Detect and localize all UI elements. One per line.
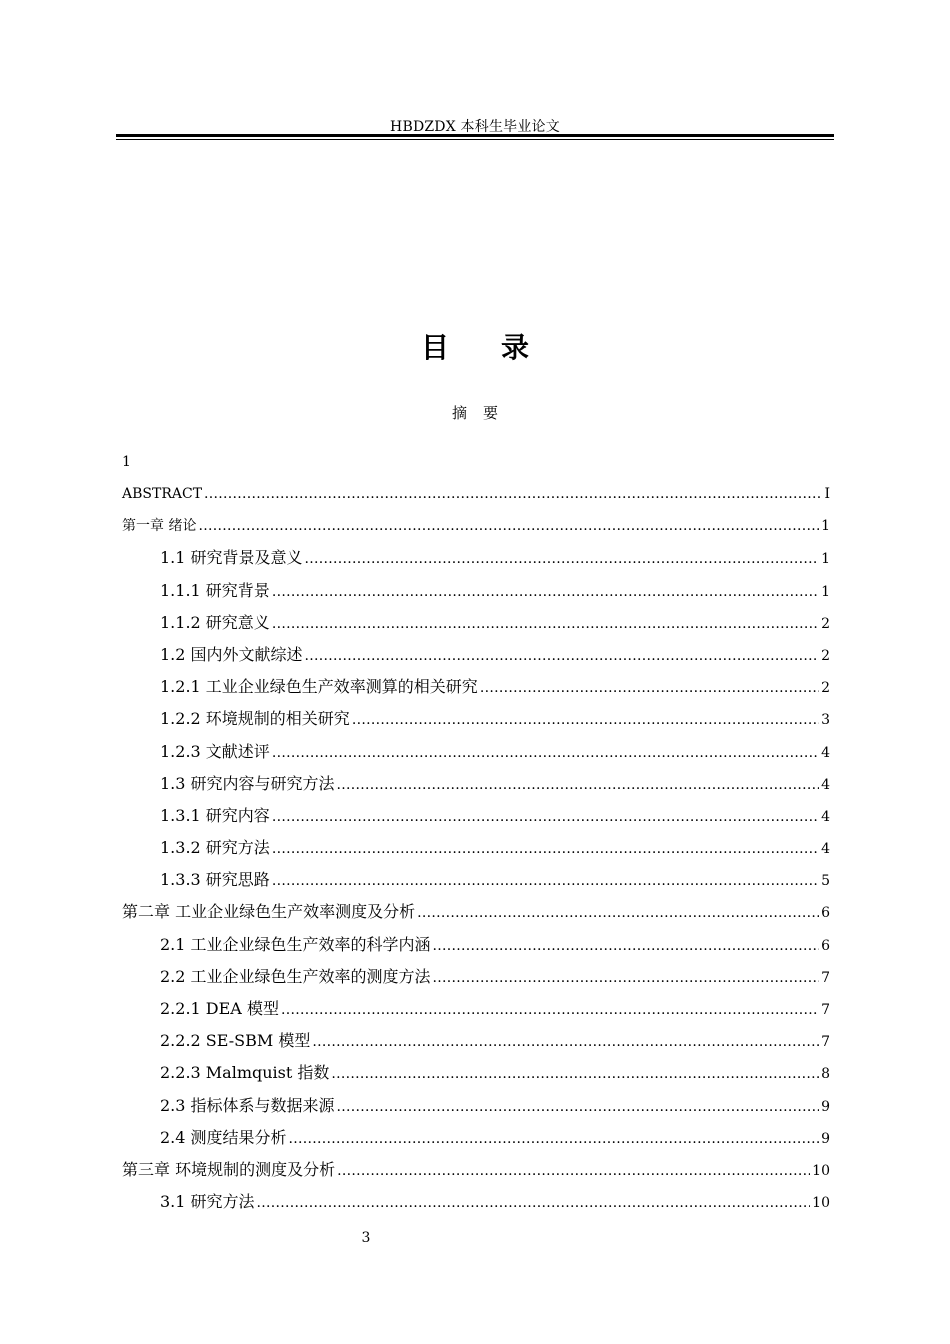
toc-leader-dots — [281, 994, 819, 1026]
toc-entry-label: 1.1.1 研究背景 — [160, 580, 270, 600]
toc-entry-label: 2.3 指标体系与数据来源 — [160, 1095, 335, 1115]
toc-entry-label: 1.2.3 文献述评 — [160, 741, 270, 761]
toc-leader-dots — [352, 704, 819, 736]
toc-title — [116, 326, 834, 366]
toc-entry-page: 9 — [821, 1098, 830, 1115]
toc-leader-dots — [305, 543, 820, 575]
toc-entry-2-1[interactable] — [122, 929, 830, 961]
toc-entry-1-2-2[interactable] — [122, 703, 830, 735]
toc-leader-dots — [272, 608, 819, 640]
toc-entry-1-1-1[interactable] — [122, 575, 830, 607]
toc-entry-page: 4 — [821, 776, 830, 793]
toc-leader-dots — [272, 737, 819, 769]
toc-leader-dots — [272, 576, 819, 608]
toc-entry-label: 2.2.2 SE-SBM 模型 — [160, 1031, 311, 1051]
toc-entry-label: 2.2 工业企业绿色生产效率的测度方法 — [160, 966, 431, 986]
toc-entry-page: 10 — [812, 1195, 830, 1212]
toc-entry-page: 7 — [821, 1034, 830, 1051]
toc-entry-label: 3.1 研究方法 — [160, 1192, 255, 1212]
toc-entry-3-1[interactable] — [122, 1186, 830, 1218]
toc-entry-page: 6 — [821, 937, 830, 954]
toc-entry-2-3[interactable] — [122, 1090, 830, 1122]
toc-title-char-1: 目 — [420, 331, 449, 364]
toc-entry-chapter-2[interactable] — [122, 896, 830, 928]
toc-entry-page: 2 — [821, 615, 830, 632]
toc-entry-label: 第一章 绪论 — [122, 518, 197, 535]
toc-entry-2-4[interactable] — [122, 1122, 830, 1154]
toc-leader-dots — [433, 930, 820, 962]
abstract-heading — [116, 402, 834, 423]
toc-entry-label: 2.4 测度结果分析 — [160, 1127, 287, 1147]
toc-entry-page: 4 — [821, 744, 830, 761]
page-number: 3 — [361, 1230, 371, 1246]
toc-entry-label: 2.1 工业企业绿色生产效率的科学内涵 — [160, 934, 431, 954]
toc-leader-dots — [433, 962, 820, 994]
toc-entry-chapter-3[interactable] — [122, 1154, 830, 1186]
toc-entry-1-1-2[interactable] — [122, 607, 830, 639]
toc-leader-dots — [417, 897, 819, 929]
toc-title-char-2: 录 — [501, 331, 530, 364]
toc-entry-1-3-3[interactable] — [122, 864, 830, 896]
toc-entry-page: 2 — [821, 680, 830, 697]
toc-leader-dots — [305, 640, 820, 672]
toc-leader-dots — [337, 1091, 820, 1123]
toc-entry-page: 1 — [821, 583, 830, 600]
toc-entry-1-3-2[interactable] — [122, 832, 830, 864]
toc-entry-page: 1 — [821, 518, 830, 535]
toc-entry-label: 1.2 国内外文献综述 — [160, 644, 303, 664]
toc-entry-label: 1.3.3 研究思路 — [160, 870, 270, 890]
header-rule — [116, 134, 834, 140]
toc-leader-dots — [204, 478, 822, 510]
toc-entry-1-2-1[interactable] — [122, 671, 830, 703]
abstract-heading-char-1: 摘 — [451, 404, 467, 422]
toc-leader-dots — [257, 1187, 811, 1219]
toc-leader-dots — [480, 672, 819, 704]
toc-entry-2-2[interactable] — [122, 961, 830, 993]
toc-entry-label: 1.3.1 研究内容 — [160, 805, 270, 825]
toc-entry-page: 4 — [821, 808, 830, 825]
toc-leader-dots — [272, 833, 819, 865]
toc-entry-label: 1.2.2 环境规制的相关研究 — [160, 709, 350, 729]
toc-entry-page: 7 — [821, 1002, 830, 1018]
toc-entry-chapter-1[interactable] — [122, 510, 830, 542]
toc-entry-page: 10 — [812, 1162, 830, 1179]
toc-leader-dots — [198, 510, 819, 542]
toc-entry-page: 8 — [821, 1066, 830, 1083]
toc-entry-page: 3 — [821, 712, 830, 729]
toc-entry-label: ABSTRACT — [122, 486, 203, 502]
toc-entry-label: 第二章 工业企业绿色生产效率测度及分析 — [122, 902, 416, 922]
toc-entry-page: 2 — [821, 647, 830, 664]
abstract-heading-char-2: 要 — [483, 404, 499, 422]
toc-entry-page: 9 — [821, 1130, 830, 1147]
toc-entry-label: 1.2.1 工业企业绿色生产效率测算的相关研究 — [160, 677, 478, 697]
toc-entry-label: 2.2.3 Malmquist 指数 — [160, 1063, 330, 1083]
abstract-page-number: 1 — [122, 454, 131, 470]
toc-entry-label: 2.2.1 DEA 模型 — [160, 999, 279, 1018]
toc-entry-page: 7 — [821, 969, 830, 986]
toc-leader-dots — [337, 769, 820, 801]
toc-entry-1-2-3[interactable] — [122, 736, 830, 768]
toc-entry-2-2-3[interactable] — [122, 1057, 830, 1089]
toc-entry-2-2-1[interactable] — [122, 993, 830, 1025]
toc-entry-1-2[interactable] — [122, 639, 830, 671]
toc-entry-label: 1.3 研究内容与研究方法 — [160, 773, 335, 793]
toc-leader-dots — [312, 1026, 819, 1058]
running-header: HBDZDX 本科生毕业论文 — [390, 119, 560, 135]
toc-leader-dots — [289, 1123, 820, 1155]
toc-entry-page: I — [824, 486, 830, 502]
toc-entry-abstract[interactable] — [122, 478, 830, 510]
toc-entry-label: 第三章 环境规制的测度及分析 — [122, 1159, 336, 1179]
toc-entry-label: 1.3.2 研究方法 — [160, 838, 270, 858]
toc-leader-dots — [272, 801, 819, 833]
toc-entry-1-3[interactable] — [122, 768, 830, 800]
toc-entry-page: 4 — [821, 841, 830, 858]
toc-entry-1-3-1[interactable] — [122, 800, 830, 832]
toc-entry-label: 1.1.2 研究意义 — [160, 612, 270, 632]
table-of-contents — [122, 478, 830, 1218]
toc-entry-label: 1.1 研究背景及意义 — [160, 548, 303, 568]
toc-leader-dots — [337, 1155, 810, 1187]
toc-leader-dots — [272, 865, 819, 897]
toc-entry-1-1[interactable] — [122, 542, 830, 574]
toc-entry-page: 5 — [821, 873, 830, 890]
toc-entry-2-2-2[interactable] — [122, 1025, 830, 1057]
toc-entry-page: 6 — [821, 905, 830, 922]
toc-leader-dots — [331, 1058, 819, 1090]
toc-entry-page: 1 — [821, 551, 830, 568]
